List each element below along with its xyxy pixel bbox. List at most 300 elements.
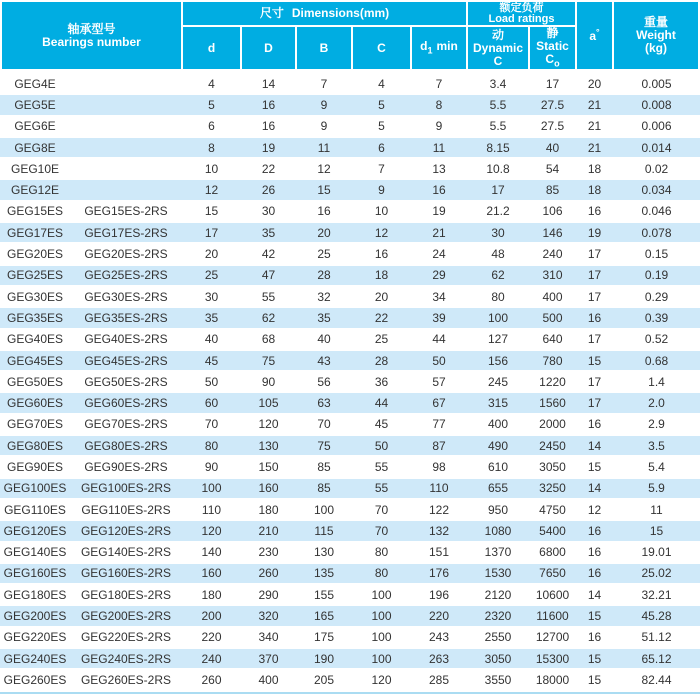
cell-D: 19: [261, 140, 276, 155]
bearing-number: GEG80ES: [6, 438, 64, 453]
cell-d1-min: 24: [432, 247, 446, 262]
cell-bearing-names: [0, 290, 182, 304]
table-row: [0, 520, 700, 541]
cell-a-deg: 18: [587, 183, 602, 198]
cell-d: 12: [204, 183, 219, 198]
weight-unit: (kg): [645, 41, 667, 55]
cell-D: 26: [261, 183, 276, 198]
cell-a-deg: 21: [587, 140, 602, 155]
cell-weight: 0.29: [644, 289, 669, 304]
cell-B: 155: [313, 587, 335, 602]
cell-d1-min: 44: [432, 332, 446, 347]
cell-B: 35: [317, 310, 331, 325]
cell-d1-min: 263: [428, 651, 450, 666]
cell-B: 130: [313, 545, 335, 560]
cell-static-co: 2000: [539, 417, 566, 432]
cell-a-deg: 17: [587, 289, 602, 304]
bearing-number: GEG40ES: [6, 332, 64, 347]
cell-C: 100: [371, 587, 392, 602]
cell-C: 100: [371, 651, 392, 666]
cell-D: 370: [258, 651, 279, 666]
cell-bearing-names: [0, 652, 182, 666]
cell-bearing-names: [0, 77, 182, 91]
cell-C: 25: [374, 332, 389, 347]
header-col-B: [297, 27, 351, 69]
cell-bearing-names: [0, 204, 182, 218]
cell-d1-min: 98: [432, 459, 446, 474]
cell-C: 80: [374, 545, 389, 560]
cell-C: 70: [374, 502, 389, 517]
cell-d1-min: 77: [432, 417, 446, 432]
cell-D: 22: [261, 161, 276, 176]
cell-d: 160: [201, 566, 222, 581]
cell-dynamic-c: 400: [487, 417, 509, 432]
cell-bearing-names: [0, 545, 182, 559]
cell-bearing-names: [0, 311, 182, 325]
table-row: [0, 392, 700, 413]
cell-d: 200: [201, 609, 222, 624]
bearing-number: GEG60ES: [6, 396, 64, 411]
cell-dynamic-c: 610: [487, 459, 509, 474]
dynamic-zh: 动: [491, 27, 504, 42]
table-row: [0, 116, 700, 137]
bearing-number-2rs: GEG40ES-2RS: [84, 332, 168, 347]
bearing-number-2rs: GEG140ES-2RS: [80, 545, 172, 560]
bearing-number-2rs: GEG80ES-2RS: [84, 438, 168, 453]
cell-dynamic-c: 1370: [484, 545, 512, 560]
cell-weight: 32.21: [641, 587, 672, 602]
header-dimensions: [183, 2, 466, 25]
cell-C: 5: [378, 119, 385, 134]
cell-static-co: 146: [542, 225, 563, 240]
cell-D: 62: [261, 310, 276, 325]
cell-a-deg: 14: [587, 438, 602, 453]
cell-dynamic-c: 80: [491, 289, 505, 304]
cell-weight: 0.034: [641, 183, 672, 198]
cell-static-co: 1220: [539, 374, 566, 389]
cell-C: 6: [378, 140, 385, 155]
cell-dynamic-c: 48: [491, 247, 505, 262]
cell-B: 63: [317, 396, 331, 411]
table-row: [0, 329, 700, 350]
bearing-number-2rs: GEG35ES-2RS: [84, 310, 168, 325]
cell-bearing-names: [0, 673, 182, 687]
cell-d1-min: 29: [432, 268, 446, 283]
cell-dynamic-c: 17: [491, 183, 505, 198]
table-row: [0, 648, 700, 669]
cell-B: 11: [317, 140, 331, 155]
cell-bearing-names: [0, 332, 182, 346]
cell-d1-min: 151: [428, 545, 450, 560]
bearing-number: GEG240ES: [3, 651, 67, 666]
bearing-number-2rs: GEG17ES-2RS: [84, 225, 168, 240]
cell-static-co: 4750: [539, 502, 566, 517]
cell-d: 30: [204, 289, 219, 304]
bearing-number-2rs: GEG200ES-2RS: [80, 609, 172, 624]
cell-D: 16: [261, 119, 276, 134]
cell-C: 7: [378, 161, 385, 176]
cell-B: 135: [313, 566, 335, 581]
table-row: [0, 307, 700, 328]
bearing-number-2rs: GEG15ES-2RS: [84, 204, 168, 219]
cell-dynamic-c: 5.5: [489, 119, 507, 134]
bearing-number: GEG180ES: [3, 587, 67, 602]
cell-static-co: 3250: [539, 481, 566, 496]
cell-D: 160: [258, 481, 279, 496]
bearing-number-2rs: GEG90ES-2RS: [84, 459, 168, 474]
cell-weight: 0.39: [644, 310, 669, 325]
cell-weight: 0.15: [644, 247, 669, 262]
cell-D: 105: [258, 396, 279, 411]
bearing-number: GEG140ES: [3, 545, 67, 560]
cell-dynamic-c: 490: [487, 438, 509, 453]
bearing-number-2rs: GEG260ES-2RS: [80, 672, 172, 687]
cell-B: 165: [313, 609, 335, 624]
a-deg-label: a°: [589, 27, 600, 43]
cell-dynamic-c: 100: [487, 310, 509, 325]
cell-dynamic-c: 3050: [484, 651, 512, 666]
cell-a-deg: 17: [587, 374, 602, 389]
cell-a-deg: 18: [587, 161, 602, 176]
cell-d1-min: 176: [428, 566, 450, 581]
cell-dynamic-c: 655: [487, 481, 509, 496]
cell-d: 15: [204, 204, 219, 219]
cell-d: 60: [204, 396, 219, 411]
bearing-number: GEG45ES: [6, 353, 64, 368]
weight-zh: 重量: [643, 15, 668, 29]
cell-static-co: 18000: [535, 672, 570, 687]
cell-d1-min: 21: [432, 225, 446, 240]
cell-C: 45: [374, 417, 389, 432]
cell-dynamic-c: 8.15: [486, 140, 510, 155]
cell-d1-min: 9: [435, 119, 443, 134]
bearing-number: GEG90ES: [6, 459, 64, 474]
table-row: [0, 137, 700, 158]
table-row: [0, 584, 700, 605]
header-col-D: [242, 27, 295, 69]
cell-D: 47: [261, 268, 276, 283]
cell-bearing-names: [0, 268, 182, 282]
cell-B: 56: [317, 374, 331, 389]
cell-dynamic-c: 3550: [484, 672, 512, 687]
col-C-label: C: [377, 40, 386, 55]
cell-bearing-names: [0, 98, 182, 112]
table-row: [0, 73, 700, 94]
cell-C: 80: [374, 566, 389, 581]
cell-d1-min: 16: [432, 183, 446, 198]
table-row: [0, 542, 700, 563]
static-en: Static: [536, 39, 569, 54]
cell-dynamic-c: 62: [491, 268, 505, 283]
cell-d1-min: 8: [435, 97, 443, 112]
bearing-number: GEG70ES: [6, 417, 64, 432]
cell-D: 130: [258, 438, 279, 453]
cell-d: 5: [208, 97, 215, 112]
cell-C: 4: [378, 76, 385, 91]
cell-bearing-names: [0, 226, 182, 240]
cell-weight: 0.52: [644, 332, 669, 347]
bearing-number-2rs: GEG110ES-2RS: [81, 502, 171, 517]
col-d-label: d: [207, 40, 216, 55]
bearing-number: GEG100ES: [3, 481, 67, 496]
cell-C: 20: [374, 289, 389, 304]
bearing-number: GEG4E: [14, 76, 56, 91]
cell-dynamic-c: 315: [487, 396, 509, 411]
cell-d1-min: 87: [432, 438, 446, 453]
cell-weight: 0.014: [641, 140, 672, 155]
cell-d1-min: 13: [432, 161, 446, 176]
header-load-ratings: [468, 2, 575, 25]
cell-B: 115: [314, 523, 334, 538]
cell-B: 28: [317, 268, 331, 283]
bearing-number: GEG200ES: [3, 609, 67, 624]
cell-C: 50: [374, 438, 389, 453]
cell-a-deg: 15: [587, 672, 602, 687]
cell-weight: 82.44: [641, 672, 672, 687]
col-d1-label: $d_1$ min: [420, 39, 458, 56]
dynamic-sym: C: [493, 53, 503, 68]
bearing-number-2rs: GEG160ES-2RS: [80, 566, 172, 581]
cell-D: 150: [258, 459, 279, 474]
cell-weight: 2.0: [648, 396, 665, 411]
cell-dynamic-c: 245: [487, 374, 509, 389]
cell-bearing-names: [0, 247, 182, 261]
cell-bearing-names: [0, 183, 182, 197]
cell-a-deg: 15: [587, 353, 602, 368]
cell-a-deg: 16: [587, 204, 602, 219]
cell-weight: 5.4: [648, 459, 665, 474]
cell-a-deg: 14: [587, 481, 602, 496]
cell-d1-min: 285: [428, 672, 450, 687]
cell-bearing-names: [0, 588, 182, 602]
bearing-number-2rs: GEG45ES-2RS: [84, 353, 168, 368]
cell-C: 36: [374, 374, 389, 389]
cell-d: 120: [201, 523, 222, 538]
cell-weight: 1.4: [648, 374, 665, 389]
cell-C: 70: [374, 523, 389, 538]
cell-bearing-names: [0, 566, 182, 580]
cell-a-deg: 16: [587, 545, 602, 560]
cell-a-deg: 17: [587, 247, 602, 262]
cell-static-co: 1560: [539, 396, 566, 411]
cell-dynamic-c: 30: [491, 225, 505, 240]
cell-a-deg: 16: [587, 417, 602, 432]
cell-d: 35: [204, 310, 219, 325]
cell-d: 10: [204, 161, 219, 176]
bearing-number: GEG120ES: [3, 523, 67, 538]
cell-dynamic-c: 5.5: [489, 97, 507, 112]
header-bearings-en: Bearings number: [42, 34, 141, 49]
table-row: [0, 201, 700, 222]
bearing-number-2rs: GEG120ES-2RS: [80, 523, 172, 538]
cell-bearing-names: [0, 417, 182, 431]
bearing-number: GEG25ES: [6, 268, 64, 283]
bearing-number-2rs: GEG240ES-2RS: [80, 651, 172, 666]
bearing-number-2rs: GEG100ES-2RS: [80, 481, 172, 496]
cell-dynamic-c: 156: [487, 353, 509, 368]
cell-d: 220: [201, 630, 222, 645]
cell-D: 42: [261, 247, 276, 262]
cell-d1-min: 7: [435, 76, 443, 91]
cell-weight: 65.12: [641, 651, 672, 666]
cell-dynamic-c: 21.2: [486, 204, 510, 219]
cell-bearing-names: [0, 119, 182, 133]
bearing-number: GEG5E: [14, 97, 56, 112]
cell-C: 28: [374, 353, 389, 368]
bearing-number: GEG20ES: [6, 247, 64, 262]
table-row: [0, 243, 700, 264]
cell-a-deg: 16: [587, 310, 602, 325]
cell-B: 15: [317, 183, 331, 198]
cell-B: 205: [313, 672, 335, 687]
cell-d: 90: [204, 459, 219, 474]
cell-d: 180: [201, 587, 222, 602]
cell-d1-min: 39: [432, 310, 446, 325]
cell-bearing-names: [0, 503, 182, 517]
cell-weight: 15: [649, 523, 664, 538]
cell-bearing-names: [0, 375, 182, 389]
cell-B: 85: [317, 459, 331, 474]
cell-static-co: 12700: [535, 630, 570, 645]
bearing-number-2rs: GEG20ES-2RS: [84, 247, 168, 262]
cell-bearing-names: [0, 481, 182, 495]
cell-C: 9: [378, 183, 385, 198]
cell-d1-min: 132: [428, 523, 450, 538]
cell-C: 100: [371, 609, 392, 624]
cell-C: 100: [371, 630, 392, 645]
cell-dynamic-c: 3.4: [489, 76, 507, 91]
cell-static-co: 3050: [539, 459, 566, 474]
cell-static-co: 2450: [539, 438, 566, 453]
cell-D: 400: [258, 672, 279, 687]
cell-static-co: 500: [542, 310, 563, 325]
cell-bearing-names: [0, 162, 182, 176]
cell-static-co: 15300: [535, 651, 570, 666]
cell-weight: 5.9: [648, 481, 665, 496]
cell-weight: 0.005: [641, 76, 672, 91]
cell-C: 16: [374, 247, 389, 262]
cell-static-co: 780: [542, 353, 563, 368]
header-col-a-deg: [577, 2, 612, 69]
cell-static-co: 640: [542, 332, 563, 347]
cell-d: 240: [201, 651, 222, 666]
cell-D: 340: [258, 630, 279, 645]
cell-a-deg: 19: [587, 225, 602, 240]
static-zh: 静: [546, 26, 559, 41]
bearing-number: GEG10E: [10, 161, 60, 176]
cell-B: 32: [317, 289, 331, 304]
cell-dynamic-c: 2120: [484, 587, 512, 602]
table-row: [0, 350, 700, 371]
cell-D: 210: [258, 523, 279, 538]
cell-bearing-names: [0, 141, 182, 155]
cell-C: 44: [374, 396, 389, 411]
header-col-d1-min: [412, 27, 466, 69]
cell-weight: 0.006: [641, 119, 672, 134]
cell-d1-min: 57: [432, 374, 446, 389]
cell-a-deg: 12: [587, 502, 602, 517]
cell-static-co: 27.5: [540, 97, 565, 112]
cell-B: 16: [317, 204, 331, 219]
header-col-static: [530, 27, 575, 69]
cell-bearing-names: [0, 354, 182, 368]
cell-d: 50: [204, 374, 219, 389]
table-row: [0, 94, 700, 115]
header-bearings-zh: 轴承型号: [67, 21, 116, 36]
cell-C: 55: [374, 481, 389, 496]
cell-weight: 0.02: [644, 161, 669, 176]
cell-B: 40: [317, 332, 331, 347]
cell-a-deg: 21: [587, 97, 602, 112]
cell-d1-min: 67: [432, 396, 446, 411]
cell-d: 260: [201, 672, 222, 687]
table-row: [0, 499, 700, 520]
bearing-number: GEG30ES: [6, 289, 64, 304]
cell-D: 120: [258, 417, 279, 432]
bearing-number: GEG110ES: [4, 502, 66, 517]
cell-C: 12: [374, 225, 389, 240]
cell-bearing-names: [0, 460, 182, 474]
cell-d: 80: [204, 438, 219, 453]
cell-D: 90: [261, 374, 276, 389]
cell-bearing-names: [0, 524, 182, 538]
cell-C: 18: [374, 268, 389, 283]
cell-a-deg: 21: [587, 119, 602, 134]
cell-weight: 0.078: [641, 225, 672, 240]
cell-static-co: 11600: [536, 609, 569, 624]
table-header: [0, 0, 700, 73]
cell-d1-min: 122: [428, 502, 450, 517]
cell-weight: 0.19: [644, 268, 669, 283]
cell-weight: 0.68: [644, 353, 669, 368]
table-row: [0, 158, 700, 179]
cell-B: 100: [313, 502, 335, 517]
cell-d1-min: 243: [428, 630, 450, 645]
cell-C: 120: [371, 672, 392, 687]
cell-D: 260: [258, 566, 279, 581]
cell-static-co: 40: [545, 140, 560, 155]
cell-weight: 3.5: [648, 438, 665, 453]
table-row: [0, 435, 700, 456]
table-row: [0, 605, 700, 626]
cell-a-deg: 16: [587, 566, 602, 581]
cell-d1-min: 19: [432, 204, 446, 219]
table-row: [0, 371, 700, 392]
bearing-number: GEG35ES: [6, 310, 64, 325]
table-row: [0, 669, 700, 690]
table-row: [0, 222, 700, 243]
col-B-label: B: [319, 40, 329, 55]
cell-static-co: 17: [545, 76, 560, 91]
bottom-margin: [0, 694, 700, 700]
bearing-number-2rs: GEG30ES-2RS: [84, 289, 168, 304]
cell-B: 7: [320, 76, 328, 91]
cell-static-co: 310: [542, 268, 563, 283]
cell-B: 43: [317, 353, 331, 368]
cell-bearing-names: [0, 609, 182, 623]
cell-B: 70: [317, 417, 331, 432]
cell-dynamic-c: 1080: [484, 523, 512, 538]
cell-static-co: 27.5: [540, 119, 565, 134]
cell-weight: 0.046: [641, 204, 672, 219]
cell-D: 75: [261, 353, 276, 368]
cell-a-deg: 17: [587, 268, 602, 283]
cell-d: 40: [204, 332, 219, 347]
cell-d1-min: 110: [429, 481, 449, 496]
bearing-number: GEG15ES: [6, 204, 64, 219]
bearing-number-2rs: GEG220ES-2RS: [80, 630, 172, 645]
bearing-number: GEG17ES: [6, 225, 64, 240]
